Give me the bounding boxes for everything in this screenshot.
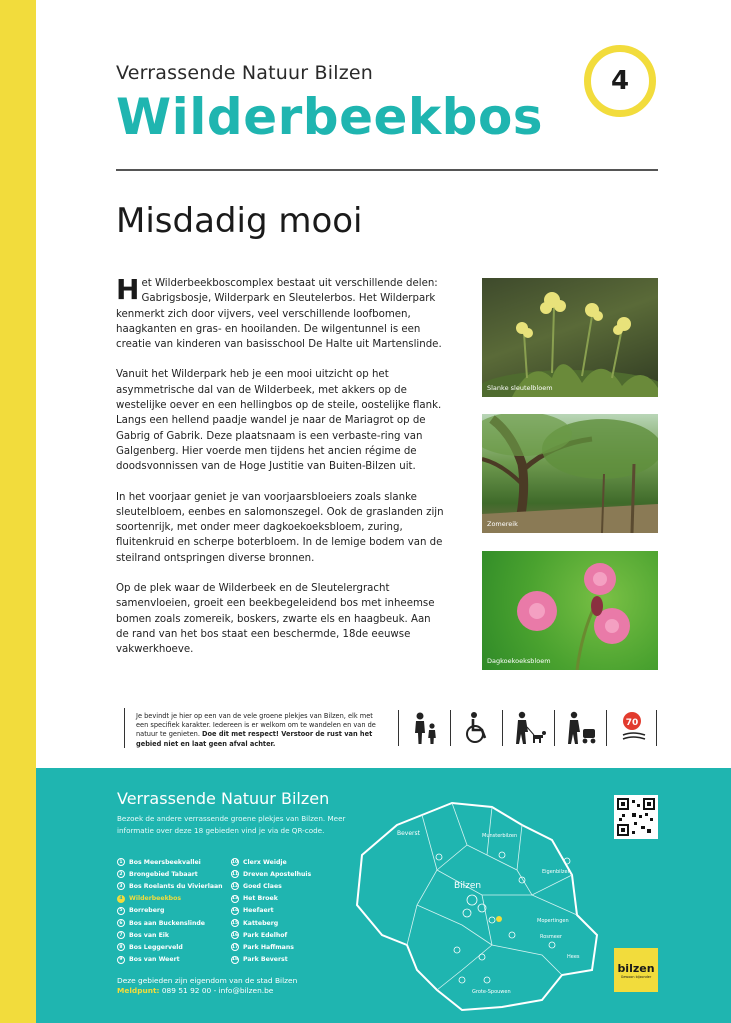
list-item: 11 Dreven Apostelhuis [231,870,312,878]
svg-text:70: 70 [625,718,639,728]
list-item: 17 Park Haffmans [231,943,294,951]
current-location-marker [496,916,502,922]
map-label-grote-spouwen: Grote-Spouwen [472,989,511,995]
divider [124,708,125,748]
network-title: Verrassende Natuur Bilzen [117,789,330,808]
paragraph-3: In het voorjaar geniet je van voorjaarsbloeiers zoals slanke sleutelbloem, eenbes en salomonszegel. Ook de graslanden zijn soortenrijk, met onder meer dagkoekoeksbloem, zuring, fluitenkruid en scherpe boterbloem. In de lemige bodem van de steilrand ontspringen diverse bronnen. [116,491,444,564]
bilzen-map [342,785,602,1015]
meldpunt-label: Meldpunt: [117,986,160,995]
list-item: 14 Heefaert [231,907,274,915]
list-item-current: 4 Wilderbeekbos [117,893,223,905]
stroller-icon [560,710,604,746]
family-icon [404,710,448,746]
supertitle: Verrassende Natuur Bilzen [116,62,374,84]
cowslip-illustration [482,278,658,397]
map-label-beverst: Beverst [397,830,420,837]
visitor-info-strip [116,708,658,748]
list-item: 10 Clerx Weidje [231,858,287,866]
list-item: 5 Borreberg [117,905,223,917]
list-item: 9 Bos van Weert [117,954,223,966]
article-body [116,273,446,673]
oak-illustration [482,414,658,533]
list-item: 13 Het Broek [231,895,278,903]
photo-campion [482,551,658,670]
no-mopeds-icon [612,710,656,746]
photo-caption: Zomereik [487,520,518,528]
photo-caption: Dagkoekoeksbloem [487,657,551,665]
respect-notice: Doe dit met respect! Verstoor de rust van het gebied niet en laat geen afval achter. [136,730,373,748]
meldpunt-contact: 089 51 92 00 - info@bilzen.be [161,986,274,995]
list-item: 8 Bos Leggerveld [117,941,223,953]
map-label-bilzen: Bilzen [454,881,482,891]
sign-bottom-panel [36,768,731,1023]
paragraph-4: Op de plek waar de Wilderbeek en de Sleutelergracht samenvloeien, groeit een beekbegeleidend bos met inheemse bomen zoals zomereik, boskers, zwarte els en haagbeuk. Aan de rand van het bos staat een beschermde, 18de eeuwse vakwerkhoeve. [116,583,435,656]
paragraph-1: Het Wilderbeekboscomplex bestaat uit verschillende delen: Gabrigsbosje, Wilderpark en Sleutelerbos. Het Wilderpark kenmerkt zich door vijvers, veel verschillende loofbomen, haagkanten en gras- en hooilanden. De wilgentunnel is een creatie van kinderen van basisschool De Halte uit Martenslinde. [116,273,442,351]
bilzen-logo: bilzen Gewoon bijzonder [614,948,658,992]
subtitle: Misdadig mooi [116,201,363,241]
list-item: 1 Bos Meersbeekvallei [117,856,223,868]
drop-cap: H [116,273,140,306]
ownership-footer: Deze gebieden zijn eigendom van de stad Bilzen Meldpunt: 089 51 92 00 - info@bilzen.be [117,976,298,995]
map-label-mopertingen: Mopertingen [537,918,569,924]
dog-walker-icon [508,710,552,746]
area-list-2 [231,856,311,966]
area-list-1 [117,856,223,966]
map-label-hees: Hees [567,954,580,960]
map-label-munsterbilzen: Munsterbilzen [482,833,518,839]
photo-caption: Slanke sleutelbloem [487,384,553,392]
photo-cowslip [482,278,658,397]
list-item: 15 Katteberg [231,919,279,927]
left-accent-bar [0,0,36,1023]
divider [116,169,658,171]
map-label-eigenbilzen: Eigenbilzen [542,869,571,875]
list-item: 18 Park Beverst [231,956,288,964]
wheelchair-icon [456,710,500,746]
list-item: 2 Brongebied Tabaart [117,868,223,880]
network-intro: Bezoek de andere verrassende groene plekjes van Bilzen. Meer informatie over deze 18 gebieden vind je via de QR-code. [117,814,346,835]
campion-illustration [482,551,658,670]
paragraph-2: Vanuit het Wilderpark heb je een mooi uitzicht op het asymmetrische dal van de Wilderbeek, met akkers op de westelijke oever en een hellingbos op de steile, oostelijke flank. Langs een hellend paadje wandel je naar de Mariagrot op de Gabrig of Gabrik. Deze plaatsnaam is een verbaste-ring van Galgenberg. Hier voerde men tijdens het ancien régime de doodsvonnissen van de Hoge Justitie van Buiten-Bilzen uit. [116,369,442,473]
sign-top-panel [36,0,731,768]
list-item: 16 Park Edelhof [231,931,288,939]
list-item: 7 Bos van Eik [117,929,223,941]
photo-oak [482,414,658,533]
map-label-rosmeer: Rosmeer [540,934,562,940]
qr-code[interactable] [614,795,658,839]
list-item: 6 Bos aan Buckenslinde [117,917,223,929]
area-number-badge: 4 [584,45,656,117]
list-item: 3 Bos Roelants du Vivierlaan [117,880,223,892]
visitor-info-text: Je bevindt je hier op een van de vele groene plekjes van Bilzen, elk met een specifiek karakter. Iedereen is er welkom om te wandelen en van de natuur te genieten. Doe dit met respect! Verstoor de rust van het gebied niet en laat geen afval achter. [136,712,376,748]
list-item: 12 Goed Claes [231,882,282,890]
page-title: Wilderbeekbos [116,88,544,146]
